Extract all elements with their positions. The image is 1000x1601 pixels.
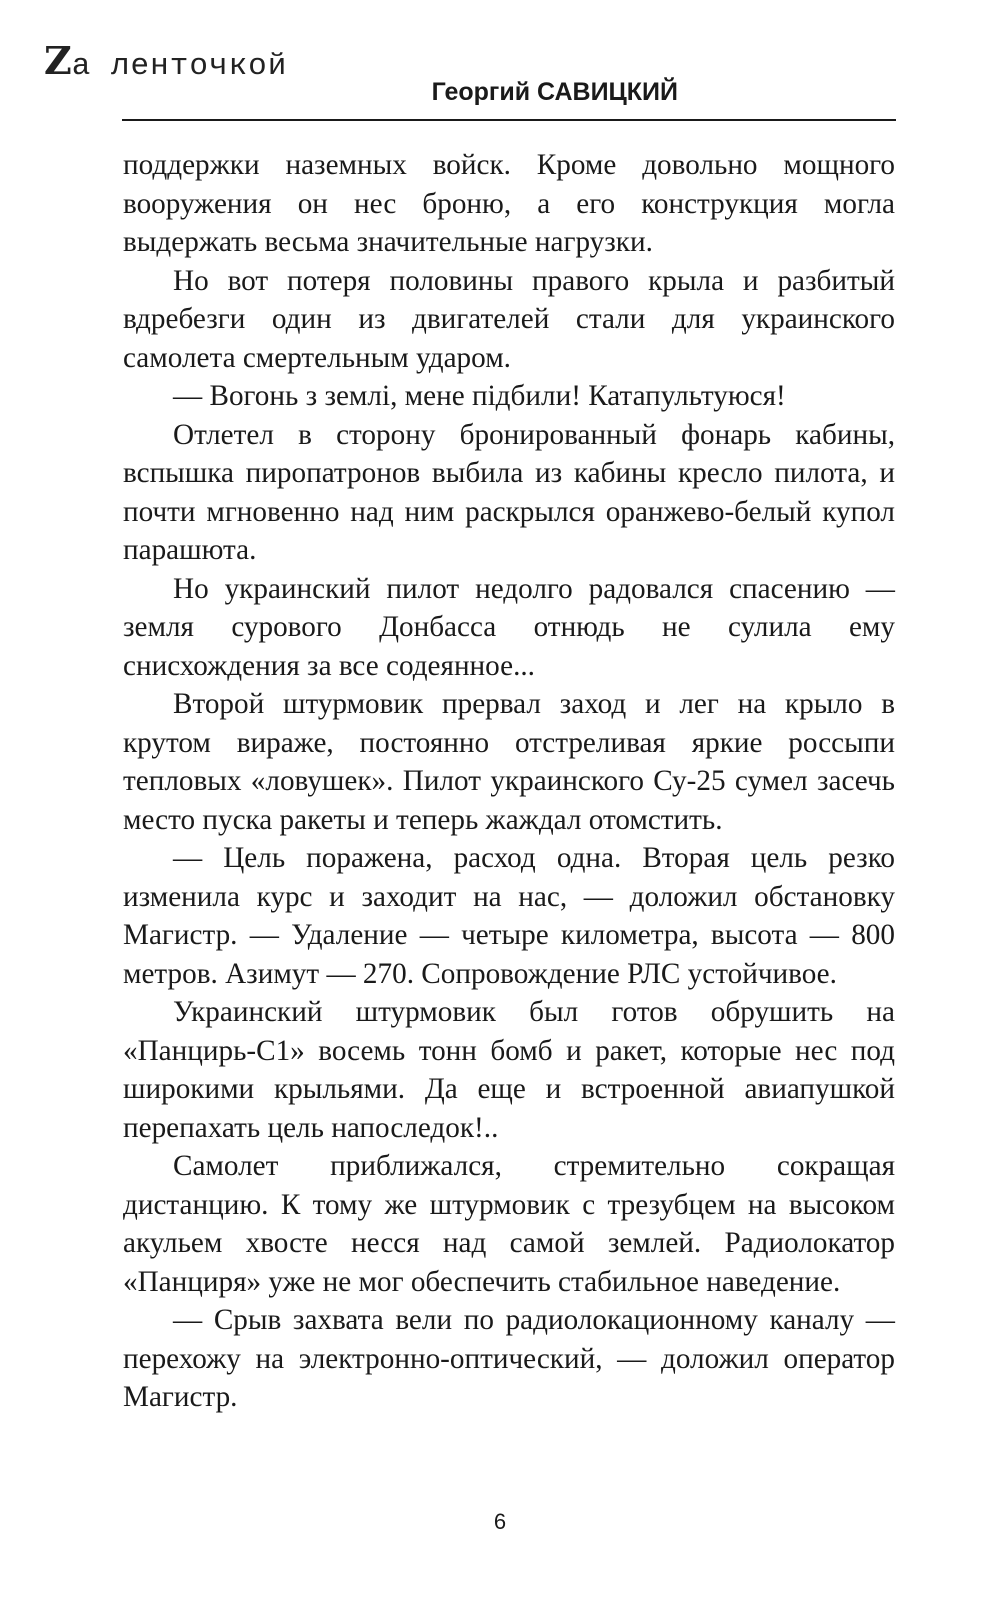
paragraph: Самолет приближался, стремительно сокращая дистанцию. К тому же штурмовик с трезубцем на высоком акульем хвосте несся над самой землей. Радиолокатор «Панциря» уже не мог обеспечить стабильное наведение. xyxy=(123,1150,895,1298)
page-body xyxy=(123,146,895,1417)
paragraph: Второй штурмовик прервал заход и лег на крыло в крутом вираже, постоянно отстреливая яркие россыпи тепловых «ловушек». Пилот украинского Су-25 сумел засечь место пуска ракеты и теперь жаждал отомстить. xyxy=(123,688,895,836)
series-title xyxy=(44,38,287,84)
paragraph: Но вот потеря половины правого крыла и разбитый вдребезги один из двигателей стали для украинского самолета смертельным ударом. xyxy=(123,264,895,374)
series-title-initial: Z xyxy=(44,38,72,83)
header-rule xyxy=(122,119,896,121)
paragraph: Но украинский пилот недолго радовался спасению — земля сурового Донбасса отнюдь не сулила ему снисхождения за все содеянное... xyxy=(123,572,895,682)
paragraph: поддержки наземных войск. Кроме довольно мощного вооружения он нес броню, а его конструкция могла выдержать весьма значительные нагрузки. xyxy=(123,149,895,258)
page-number: 6 xyxy=(493,1509,507,1534)
paragraph: — Цель поражена, расход одна. Вторая цель резко изменила курс и заходит на нас, — доложил обстановку Магистр. — Удаление — четыре километра, высота — 800 метров. Азимут — 270. Сопровождение РЛС устойчивое. xyxy=(123,842,895,990)
series-title-rest: а ленточкой xyxy=(71,49,288,84)
paragraph: Украинский штурмовик был готов обрушить на «Панцирь-С1» восемь тонн бомб и ракет, которые нес под широкими крыльями. Да еще и встроенной авиапушкой перепахать цель напоследок!.. xyxy=(123,996,895,1144)
paragraph: — Вогонь з землі, мене підбили! Катапультуюся! xyxy=(173,380,786,412)
paragraph: Отлетел в сторону бронированный фонарь кабины, вспышка пиропатронов выбила из кабины кресло пилота, и почти мгновенно над ним раскрылся оранжево-белый купол парашюта. xyxy=(123,418,895,566)
paragraph: — Срыв захвата вели по радиолокационному каналу — перехожу на электронно-оптический, — доложил оператор Магистр. xyxy=(123,1304,895,1413)
author-name: Георгий САВИЦКИЙ xyxy=(431,78,678,106)
